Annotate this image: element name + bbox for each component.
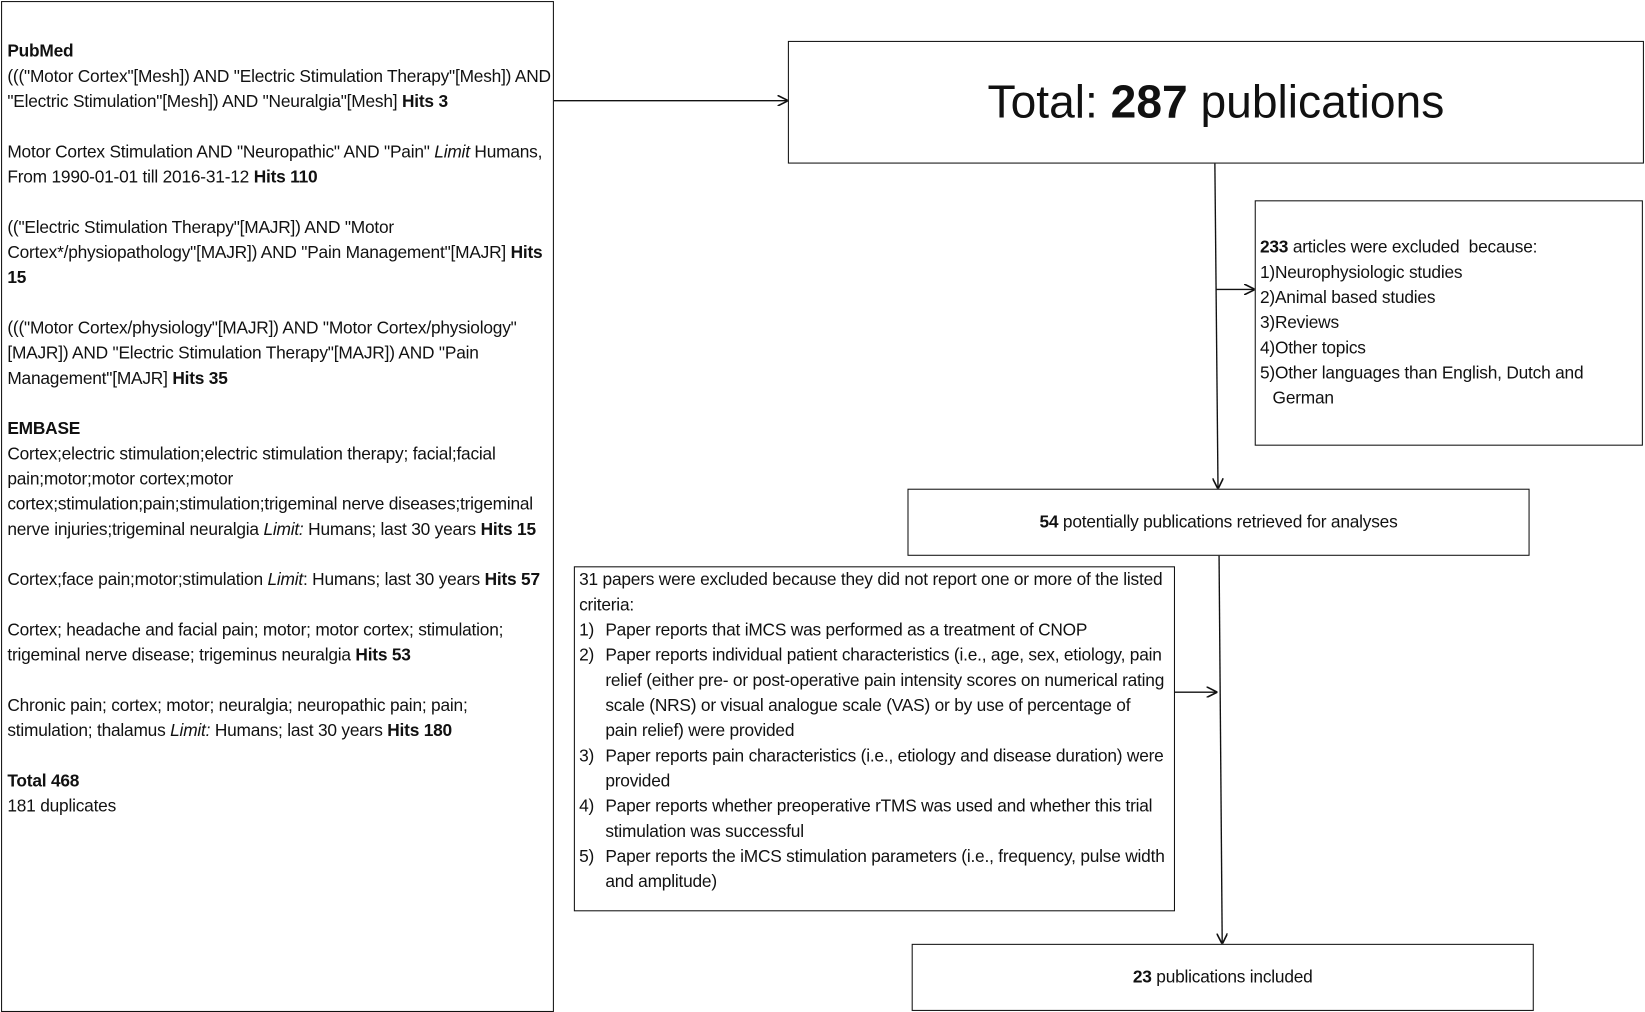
excluded-233-count: 233 (1259, 238, 1289, 257)
total-publications-box (788, 41, 1644, 164)
hits-count: Hits 180 (387, 721, 452, 741)
excluded-31-box (574, 566, 1175, 911)
retrieved-box (907, 489, 1529, 556)
limit-text: : Humans; last 30 years (302, 570, 485, 590)
exclusion-reason: 5)Other languages than English, Dutch and German (1259, 363, 1584, 408)
criterion-item (579, 844, 1165, 894)
hits-count: Hits 35 (172, 369, 228, 389)
arrow-retrieved-to-included (1219, 555, 1222, 943)
search-query (7, 693, 553, 743)
criterion-text: Paper reports the iMCS stimulation parameters (i.e., frequency, pulse width and amplitude) (605, 847, 1165, 892)
pubmed-heading: PubMed (7, 41, 74, 61)
exclusion-reason: 3)Reviews (1259, 313, 1339, 333)
included-text: publications included (1151, 967, 1313, 987)
total-suffix: publications (1187, 76, 1445, 128)
hits-count: Hits 15 (480, 520, 536, 540)
query-text: ((("Motor Cortex"[Mesh]) AND "Electric Stimulation Therapy"[Mesh]) AND "Electric Stimulation"[Mesh]) AND "Neuralgia"[Mesh] (7, 67, 551, 112)
criterion-item (579, 643, 1165, 744)
criterion-item (579, 794, 1165, 844)
limit-label: Limit (267, 570, 303, 590)
hits-count: Hits 57 (484, 570, 540, 590)
query-text: ((("Motor Cortex/physiology"[MAJR]) AND "Motor Cortex/physiology"[MAJR]) AND "Electric Stimulation Therapy"[MAJR]) AND "Pain Management"[MAJR] (7, 318, 517, 389)
search-query (7, 618, 553, 668)
excluded-233-box (1255, 200, 1643, 445)
criterion-item (579, 744, 1165, 794)
hits-count: Hits 3 (401, 92, 448, 112)
search-query (7, 316, 553, 392)
excluded-233-text: articles were excluded because: (1288, 238, 1538, 257)
total-prefix: Total: (987, 76, 1111, 128)
hits-count: Hits 110 (253, 167, 318, 187)
excluded-31-intro: 31 papers were excluded because they did not report one or more of the listed criteria: (579, 570, 1163, 615)
search-total: Total 468 (7, 771, 80, 791)
limit-label: Limit: (170, 721, 211, 741)
query-text: Motor Cortex Stimulation AND "Neuropathic" AND "Pain" (7, 142, 430, 162)
criterion-number: 5) (579, 847, 595, 867)
duplicates-count: 181 duplicates (7, 797, 117, 816)
hits-count: Hits 15 (7, 243, 543, 288)
query-text: Chronic pain; cortex; motor; neuralgia; neuropathic pain; pain; stimulation; thalamus (7, 696, 468, 741)
limit-text: Humans, From 1990-01-01 till 2016-31-12 (7, 142, 547, 187)
total-count: 287 (1110, 76, 1188, 128)
query-text: Cortex;face pain;motor;stimulation (7, 570, 263, 590)
query-text: Cortex;electric stimulation;electric stimulation therapy; facial;facial pain;motor;motor cortex;motor cortex;stimulation;pain;stimulation;trigeminal nerve diseases;trigeminal nerve injuries;trigeminal neuralgia (7, 444, 533, 540)
criterion-number: 2) (579, 645, 595, 665)
search-query (7, 215, 553, 291)
search-query (7, 139, 553, 189)
search-query (7, 64, 553, 114)
exclusion-reason: 2)Animal based studies (1259, 288, 1436, 308)
search-query (7, 442, 553, 543)
search-strategy-box (1, 1, 554, 1012)
query-text: (("Electric Stimulation Therapy"[MAJR]) AND "Motor Cortex*/physiopathology"[MAJR]) AND "Pain Management"[MAJR] (7, 218, 506, 263)
embase-heading: EMBASE (7, 419, 81, 439)
limit-label: Limit (434, 142, 470, 162)
criterion-text: Paper reports individual patient characteristics (i.e., age, sex, etiology, pain relief (either pre- or post-operative pain intensity scores on numerical rating scale (NRS) or visual analogue scale (VAS) or by use of percentage of pain relief) were provided (605, 645, 1165, 741)
criterion-number: 1) (579, 620, 595, 640)
retrieved-text: potentially publications retrieved for analyses (1058, 512, 1398, 532)
criterion-text: Paper reports pain characteristics (i.e., etiology and disease duration) were provided (605, 746, 1164, 791)
criterion-text: Paper reports that iMCS was performed as a treatment of CNOP (605, 620, 1088, 640)
criterion-text: Paper reports whether preoperative rTMS was used and whether this trial stimulation was successful (605, 797, 1153, 842)
limit-text: Humans; last 30 years (303, 520, 481, 540)
limit-label: Limit: (263, 520, 304, 540)
criterion-item (579, 618, 1165, 643)
query-text: Cortex; headache and facial pain; motor; motor cortex; stimulation; trigeminal nerve disease; trigeminus neuralgia (7, 620, 504, 665)
included-count: 23 (1132, 967, 1152, 987)
criterion-number: 4) (579, 797, 595, 816)
exclusion-reason: 4)Other topics (1259, 338, 1366, 358)
limit-text: Humans; last 30 years (210, 721, 388, 741)
included-box (912, 944, 1534, 1011)
arrow-total-to-retrieved (1215, 163, 1218, 488)
hits-count: Hits 53 (355, 645, 411, 665)
search-query (7, 567, 553, 592)
retrieved-count: 54 (1039, 512, 1059, 532)
criterion-number: 3) (579, 746, 595, 766)
exclusion-reason: 1)Neurophysiologic studies (1259, 263, 1463, 283)
